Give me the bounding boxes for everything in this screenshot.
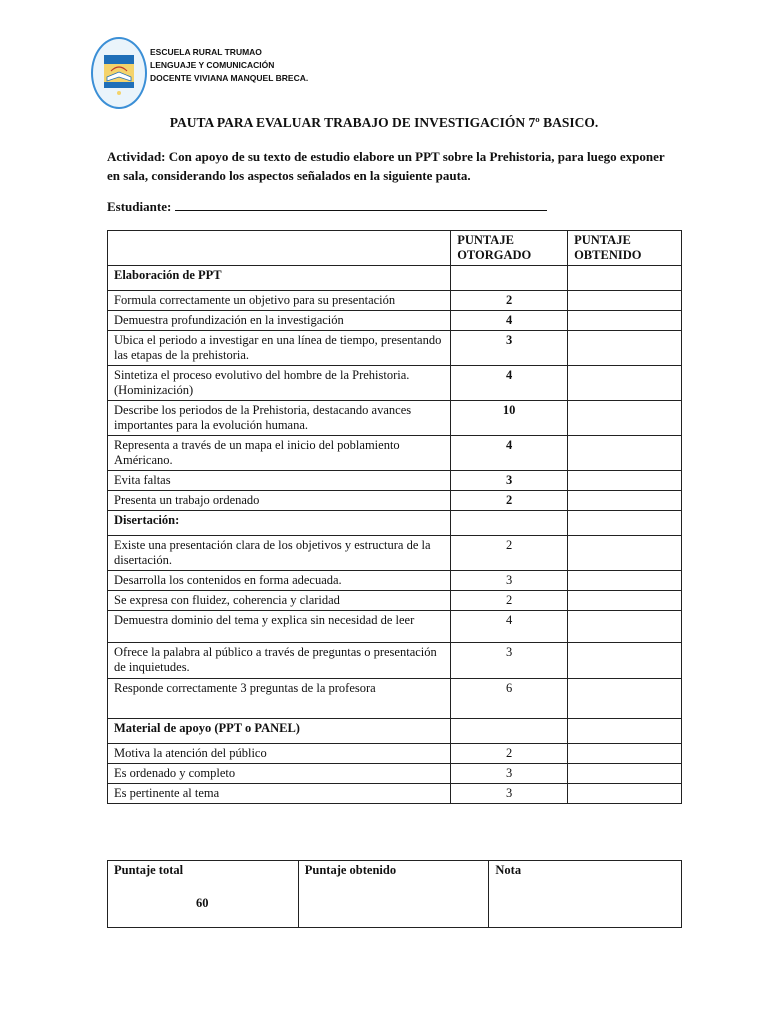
table-row: [108, 571, 682, 591]
document-title: PAUTA PARA EVALUAR TRABAJO DE INVESTIGACIÓN 7º BASICO.: [169, 115, 599, 130]
criterion-text: Demuestra profundización en la investigación: [108, 311, 451, 331]
points-obtenido-cell[interactable]: [568, 784, 682, 804]
student-label: Estudiante:: [107, 199, 172, 214]
table-row: [108, 764, 682, 784]
points-obtenido-cell[interactable]: [568, 536, 682, 571]
table-row: [108, 536, 682, 571]
section-row: [108, 266, 682, 291]
points-otorgado: 3: [451, 784, 568, 804]
section-title: Elaboración de PPT: [108, 266, 451, 291]
header-obtenido: PUNTAJE OBTENIDO: [568, 231, 682, 266]
points-otorgado: 4: [451, 311, 568, 331]
points-obtenido-cell[interactable]: [568, 366, 682, 401]
school-header: [150, 46, 308, 85]
points-otorgado: 2: [451, 491, 568, 511]
section-blank-cell: [568, 511, 682, 536]
criterion-text: Demuestra dominio del tema y explica sin necesidad de leer: [108, 611, 451, 643]
total-label: Puntaje total: [114, 863, 184, 877]
total-value: 60: [196, 896, 209, 910]
section-blank-cell: [451, 511, 568, 536]
section-blank-cell: [451, 266, 568, 291]
section-blank-cell: [568, 719, 682, 744]
points-otorgado: 4: [451, 611, 568, 643]
header-otorgado: PUNTAJE OTORGADO: [451, 231, 568, 266]
criterion-text: Se expresa con fluidez, coherencia y claridad: [108, 591, 451, 611]
points-otorgado: 3: [451, 471, 568, 491]
rubric-table: [107, 230, 682, 804]
points-obtenido-cell[interactable]: [568, 764, 682, 784]
points-otorgado: 3: [451, 571, 568, 591]
points-otorgado: 3: [451, 331, 568, 366]
table-row: [108, 611, 682, 643]
table-row: [108, 784, 682, 804]
criterion-text: Es pertinente al tema: [108, 784, 451, 804]
points-obtenido-cell[interactable]: [568, 611, 682, 643]
points-obtenido-cell[interactable]: [568, 679, 682, 719]
school-name: ESCUELA RURAL TRUMAO: [150, 47, 262, 57]
points-otorgado: 10: [451, 401, 568, 436]
points-obtenido-cell[interactable]: [568, 643, 682, 679]
points-obtenido-cell[interactable]: [568, 591, 682, 611]
table-row: [108, 679, 682, 719]
school-logo: [91, 37, 147, 109]
teacher-name: DOCENTE VIVIANA MANQUEL BRECA.: [150, 73, 309, 83]
section-blank-cell: [568, 266, 682, 291]
points-obtenido-cell[interactable]: [568, 331, 682, 366]
totals-table: [107, 860, 682, 928]
points-otorgado: 4: [451, 436, 568, 471]
table-row: [108, 366, 682, 401]
points-otorgado: 2: [451, 744, 568, 764]
section-title: Material de apoyo (PPT o PANEL): [108, 719, 451, 744]
table-row: [108, 291, 682, 311]
activity-instructions: Actividad: Con apoyo de su texto de estudio elabore un PPT sobre la Prehistoria, para luego exponer en sala, considerando los aspectos señalados en la siguiente pauta.: [107, 149, 665, 183]
table-row: [108, 311, 682, 331]
points-otorgado: 2: [451, 591, 568, 611]
table-row: [108, 491, 682, 511]
criterion-text: Formula correctamente un objetivo para su presentación: [108, 291, 451, 311]
points-obtenido-cell[interactable]: [568, 291, 682, 311]
student-name-line[interactable]: [175, 198, 547, 211]
table-row: [108, 401, 682, 436]
criterion-text: Representa a través de un mapa el inicio del poblamiento Américano.: [108, 436, 451, 471]
points-obtenido-cell[interactable]: [568, 744, 682, 764]
obtained-cell[interactable]: [298, 861, 489, 928]
criterion-text: Desarrolla los contenidos en forma adecuada.: [108, 571, 451, 591]
points-otorgado: 2: [451, 291, 568, 311]
school-crest-icon: [95, 41, 143, 105]
section-title: Disertación:: [108, 511, 451, 536]
criterion-text: Ofrece la palabra al público a través de preguntas o presentación de inquietudes.: [108, 643, 451, 679]
subject-name: LENGUAJE Y COMUNICACIÓN: [150, 60, 275, 70]
header-blank-cell: [108, 231, 451, 266]
table-row: [108, 591, 682, 611]
criterion-text: Es ordenado y completo: [108, 764, 451, 784]
criterion-text: Sintetiza el proceso evolutivo del hombre de la Prehistoria. (Hominización): [108, 366, 451, 401]
total-cell: [108, 861, 299, 928]
table-row: [108, 436, 682, 471]
table-header-row: [108, 231, 682, 266]
points-obtenido-cell[interactable]: [568, 436, 682, 471]
table-row: [108, 471, 682, 491]
points-obtenido-cell[interactable]: [568, 491, 682, 511]
criterion-text: Existe una presentación clara de los objetivos y estructura de la disertación.: [108, 536, 451, 571]
section-blank-cell: [451, 719, 568, 744]
points-obtenido-cell[interactable]: [568, 311, 682, 331]
criterion-text: Presenta un trabajo ordenado: [108, 491, 451, 511]
points-otorgado: 3: [451, 764, 568, 784]
table-row: [108, 643, 682, 679]
points-obtenido-cell[interactable]: [568, 571, 682, 591]
table-row: [108, 744, 682, 764]
totals-row: [108, 861, 682, 928]
grade-cell[interactable]: [489, 861, 682, 928]
points-otorgado: 6: [451, 679, 568, 719]
section-row: [108, 511, 682, 536]
criterion-text: Ubica el periodo a investigar en una línea de tiempo, presentando las etapas de la prehistoria.: [108, 331, 451, 366]
criterion-text: Describe los periodos de la Prehistoria, destacando avances importantes para la evolución humana.: [108, 401, 451, 436]
points-obtenido-cell[interactable]: [568, 401, 682, 436]
criterion-text: Motiva la atención del público: [108, 744, 451, 764]
grade-label: Nota: [495, 863, 522, 877]
points-otorgado: 3: [451, 643, 568, 679]
points-otorgado: 2: [451, 536, 568, 571]
student-field: [107, 198, 547, 215]
section-row: [108, 719, 682, 744]
obtained-label: Puntaje obtenido: [304, 863, 397, 877]
points-obtenido-cell[interactable]: [568, 471, 682, 491]
criterion-text: Evita faltas: [108, 471, 451, 491]
points-otorgado: 4: [451, 366, 568, 401]
table-row: [108, 331, 682, 366]
criterion-text: Responde correctamente 3 preguntas de la profesora: [108, 679, 451, 719]
